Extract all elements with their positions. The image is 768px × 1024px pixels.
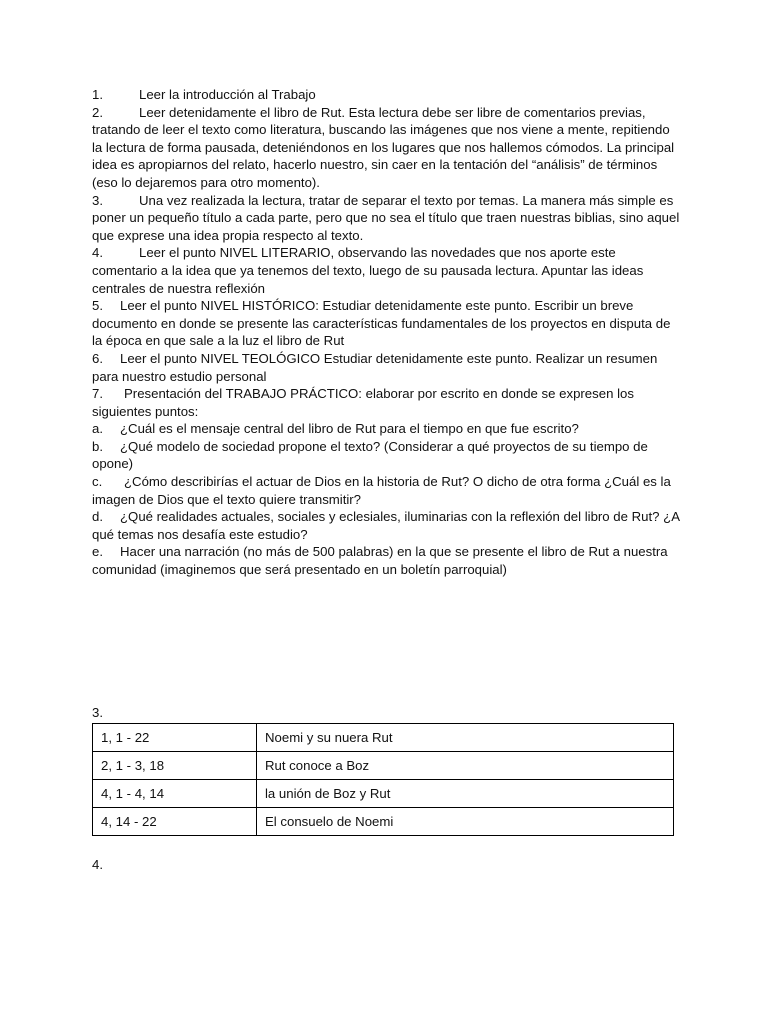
instruction-number: 3. <box>92 192 103 208</box>
instruction-text: Presentación del TRABAJO PRÁCTICO: elaborar por escrito en donde se expresen los siguientes puntos: <box>92 386 634 419</box>
instruction-text: Hacer una narración (no más de 500 palabras) en la que se presente el libro de Rut a nuestra comunidad (imaginemos que será presentado en un boletín parroquial) <box>92 544 668 578</box>
instruction-number: 5. <box>92 298 103 314</box>
instruction-number: a. <box>92 421 103 437</box>
table-row <box>93 752 674 780</box>
table-cell-reference: 1, 1 - 22 <box>93 724 257 752</box>
instruction-7 <box>92 385 682 420</box>
table-cell-title: El consuelo de Noemi <box>257 808 674 836</box>
instruction-text: ¿Qué modelo de sociedad propone el texto? (Considerar a qué proyectos de su tiempo de opone) <box>92 438 648 472</box>
table-cell-title: Noemi y su nuera Rut <box>257 724 674 752</box>
table-row <box>93 780 674 808</box>
instruction-text: Leer la introducción al Trabajo <box>139 87 316 102</box>
instruction-number: 6. <box>92 350 103 366</box>
instruction-3 <box>92 192 682 245</box>
instruction-number: d. <box>92 509 103 525</box>
section-3-label: 3. <box>92 705 103 720</box>
instruction-number: 7. <box>92 386 103 402</box>
instruction-number: 4. <box>92 245 103 261</box>
instruction-b <box>92 438 682 473</box>
topics-table <box>92 723 674 836</box>
instruction-text: ¿Cómo describirías el actuar de Dios en la historia de Rut? O dicho de otra forma ¿Cuál es la imagen de Dios que el texto quiere transmitir? <box>92 474 671 507</box>
instruction-a <box>92 420 682 438</box>
table-row <box>93 724 674 752</box>
instruction-c <box>92 473 682 508</box>
table-cell-reference: 2, 1 - 3, 18 <box>93 752 257 780</box>
table-cell-title: Rut conoce a Boz <box>257 752 674 780</box>
instruction-1 <box>92 86 682 104</box>
instruction-text: Leer detenidamente el libro de Rut. Esta lectura debe ser libre de comentarios previas, tratando de leer el texto como literatura, buscando las imágenes que nos viene a mente, repitiendo la lectura de forma pausada, deteniéndonos en los lugares que nos hallemos cómodos. La principal idea es apropiarnos del relato, hacerlo nuestro, sin caer en la tentación del “análisis” de términos (eso lo dejaremos para otro momento). <box>92 104 675 190</box>
instruction-text: ¿Qué realidades actuales, sociales y eclesiales, iluminarias con la reflexión del libro de Rut? ¿A qué temas nos desafía este estudio? <box>92 509 680 542</box>
instruction-text: ¿Cuál es el mensaje central del libro de Rut para el tiempo en que fue escrito? <box>120 421 579 437</box>
instruction-5 <box>92 297 682 350</box>
instruction-6 <box>92 350 682 385</box>
instruction-text: Una vez realizada la lectura, tratar de separar el texto por temas. La manera más simple es poner un pequeño título a cada parte, pero que no sea el título que traen nuestras biblias, sino aquel que exprese una idea propia respecto al texto. <box>92 192 680 243</box>
table-cell-title: la unión de Boz y Rut <box>257 780 674 808</box>
section-4-label: 4. <box>92 857 103 872</box>
instruction-number: b. <box>92 438 103 454</box>
instruction-text: Leer el punto NIVEL HISTÓRICO: Estudiar detenidamente este punto. Escribir un breve documento en donde se presente las características fundamentales de los proyectos en disputa de la época en que sale a la luz el libro de Rut <box>92 298 671 349</box>
table-cell-reference: 4, 14 - 22 <box>93 808 257 836</box>
instruction-number: e. <box>92 544 103 560</box>
instructions-list <box>92 86 682 579</box>
instruction-2 <box>92 104 682 192</box>
instruction-number: 2. <box>92 104 103 120</box>
instruction-text: Leer el punto NIVEL LITERARIO, observando las novedades que nos aporte este comentario a la idea que ya tenemos del texto, luego de su pausada lectura. Apuntar las ideas centrales de nuestra reflexión <box>92 245 644 296</box>
table-row <box>93 808 674 836</box>
instruction-number: c. <box>92 474 103 490</box>
table-cell-reference: 4, 1 - 4, 14 <box>93 780 257 808</box>
instruction-number: 1. <box>92 87 103 102</box>
instruction-4 <box>92 244 682 297</box>
instruction-text: Leer el punto NIVEL TEOLÓGICO Estudiar detenidamente este punto. Realizar un resumen para nuestro estudio personal <box>92 350 658 384</box>
instruction-d <box>92 508 682 543</box>
instruction-e <box>92 543 682 578</box>
